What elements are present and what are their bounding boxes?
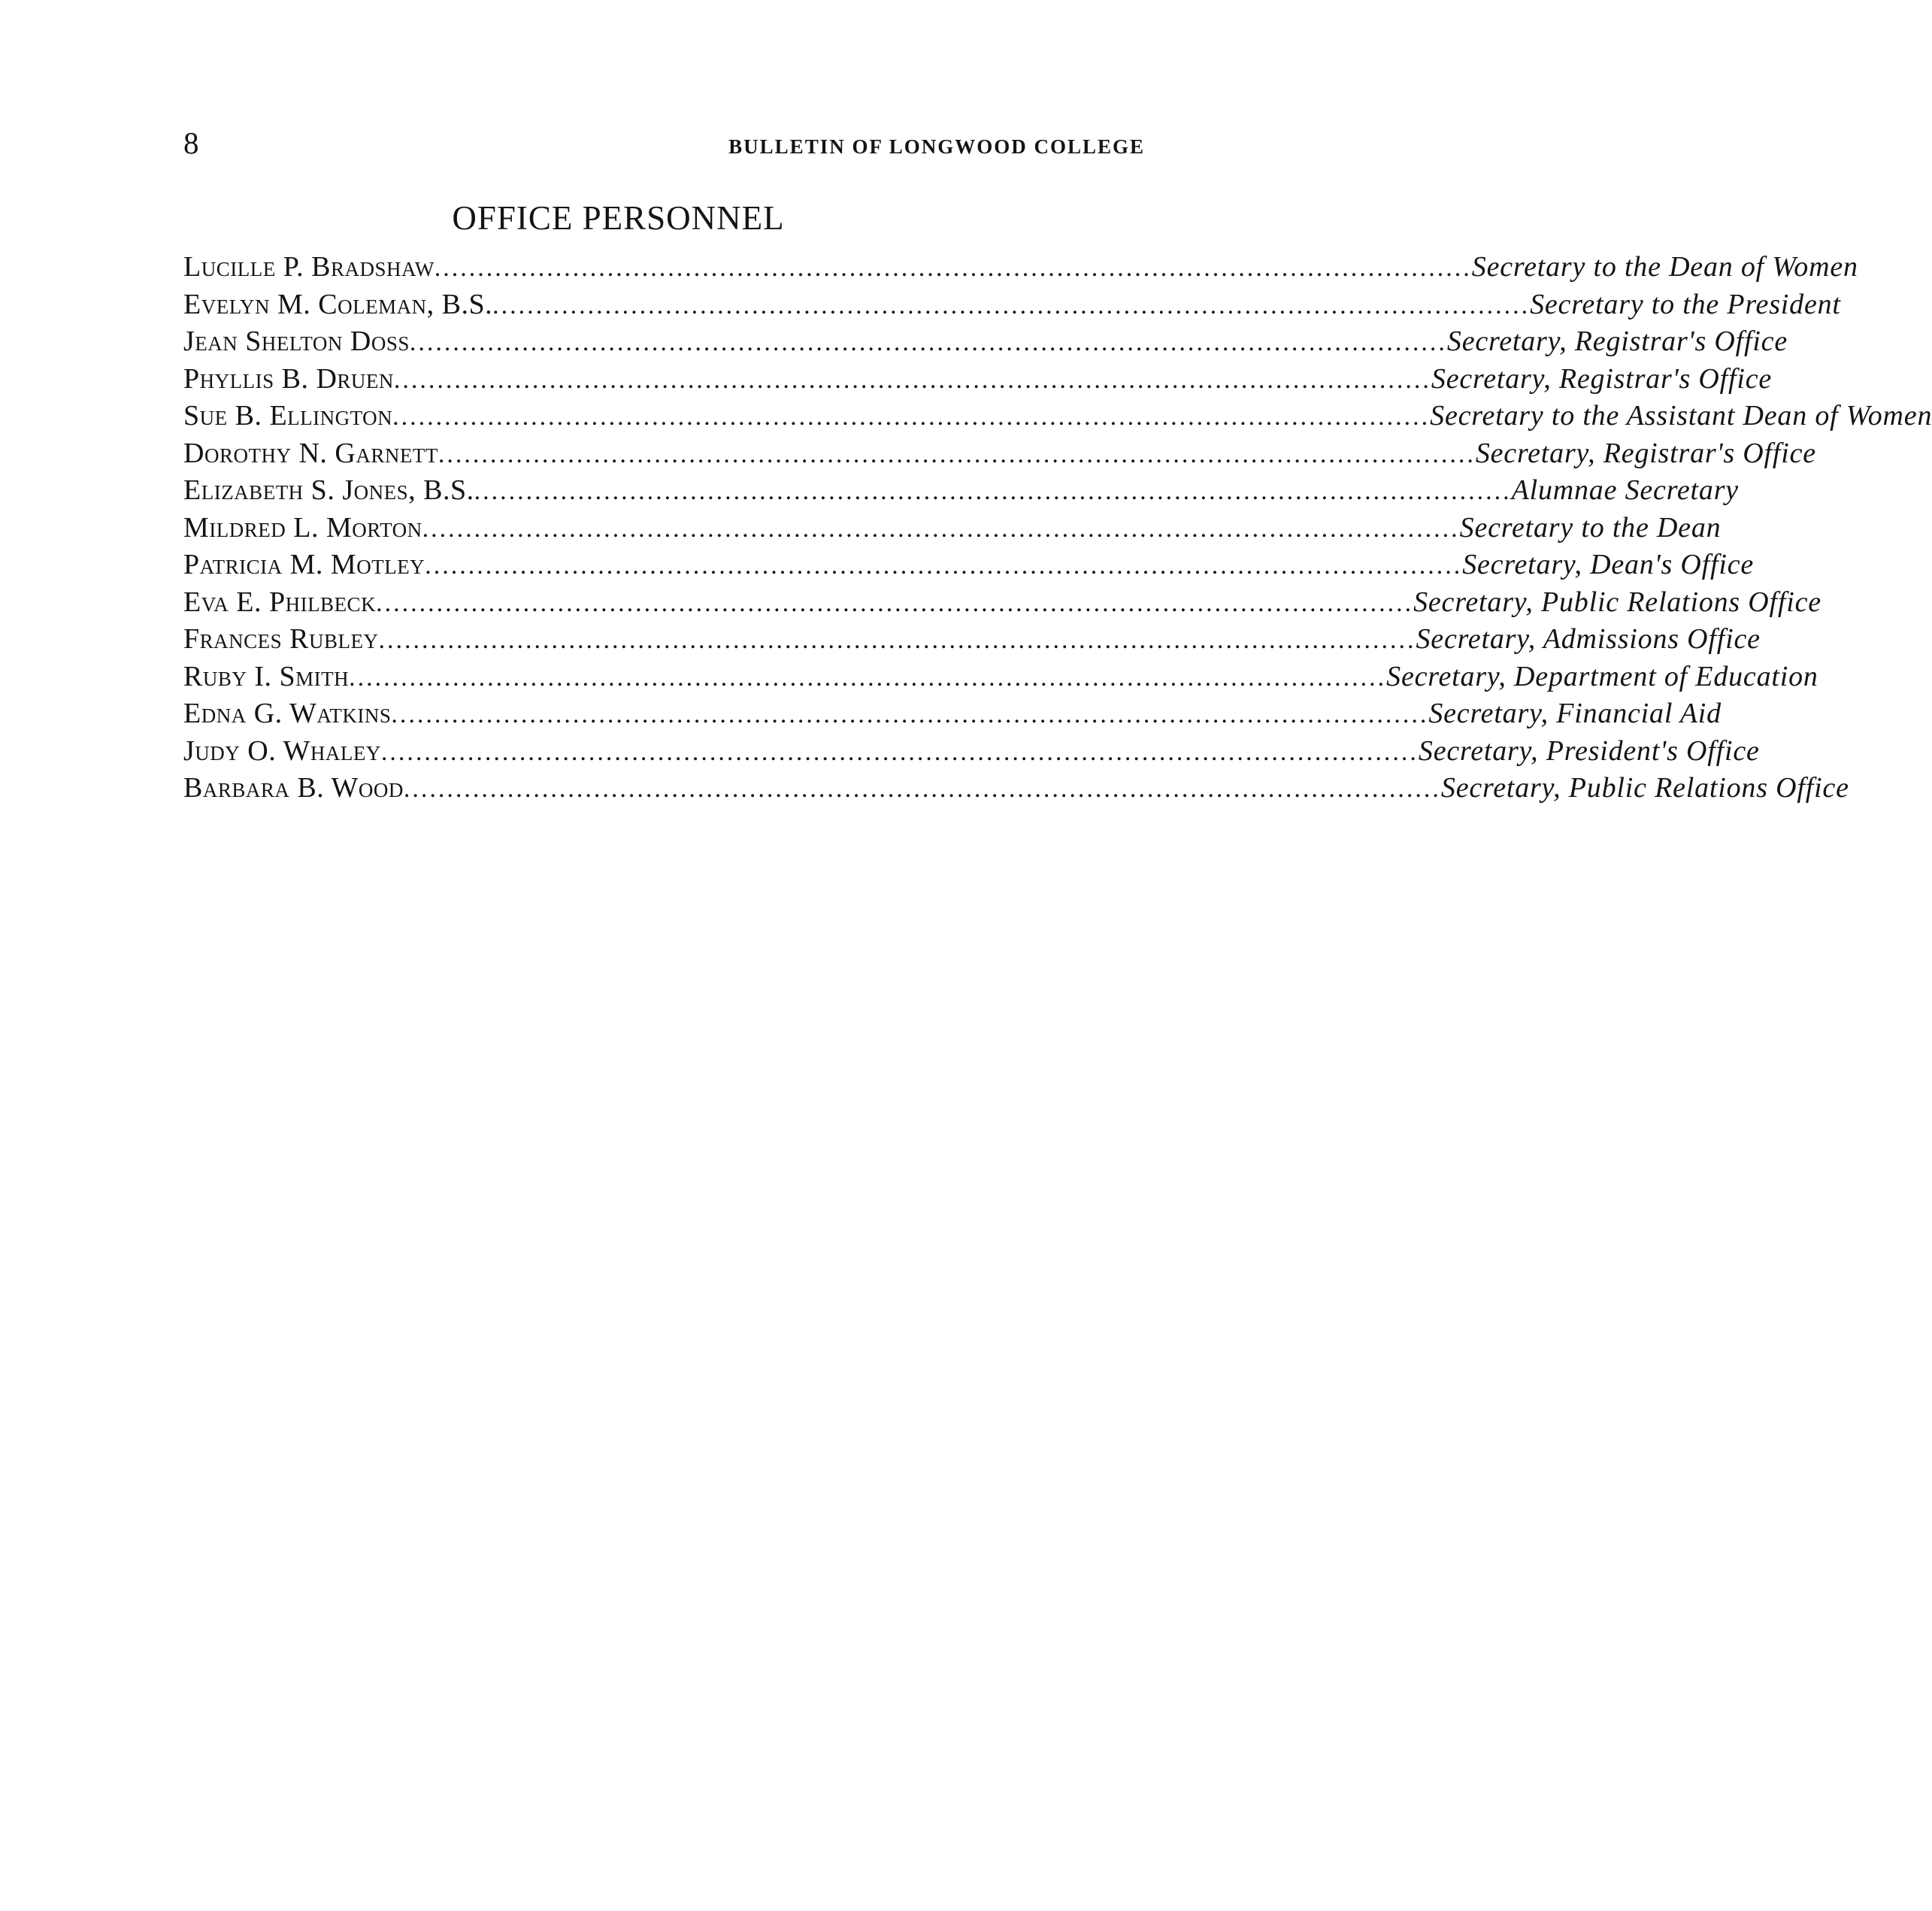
- staff-title: Secretary to the Dean: [1459, 511, 1722, 544]
- staff-name: Jean Shelton Doss: [183, 326, 410, 357]
- dot-leader: ........................................................................................................................: [403, 775, 1441, 803]
- staff-entry: [183, 622, 1761, 660]
- staff-entry: [183, 548, 1755, 586]
- running-head: BULLETIN OF LONGWOOD COLLEGE: [728, 135, 1145, 158]
- staff-title: Secretary to the President: [1530, 288, 1841, 320]
- staff-name: Elizabeth S. Jones, B.S.: [183, 474, 474, 506]
- staff-entry: [183, 511, 1722, 549]
- staff-title: Secretary, Registrar's Office: [1431, 362, 1773, 395]
- staff-title: Secretary, Registrar's Office: [1446, 326, 1788, 357]
- dot-leader: ........................................................................................................................: [349, 663, 1387, 692]
- staff-entry: [183, 437, 1816, 474]
- staff-entry: [183, 399, 1932, 437]
- section-title: OFFICE PERSONNEL: [452, 199, 785, 237]
- staff-name: Barbara B. Wood: [183, 772, 404, 804]
- staff-title: Alumnae Secretary: [1511, 474, 1739, 506]
- staff-entry: [183, 362, 1773, 400]
- staff-title: Secretary to the Dean of Women: [1471, 251, 1858, 283]
- dot-leader: ........................................................................................................................: [380, 737, 1419, 766]
- staff-name: Patricia M. Motley: [183, 549, 425, 580]
- dot-leader: ........................................................................................................................: [425, 552, 1463, 580]
- staff-entry: [183, 586, 1821, 623]
- staff-title: Secretary to the Assistant Dean of Women: [1430, 400, 1932, 432]
- staff-name: Eva E. Philbeck: [183, 586, 377, 618]
- staff-name: Lucille P. Bradshaw: [183, 251, 435, 283]
- staff-entry: [183, 771, 1849, 809]
- staff-name: Evelyn M. Coleman, B.S.: [183, 288, 493, 320]
- staff-name: Sue B. Ellington: [183, 400, 393, 432]
- dot-leader: ........................................................................................................................: [392, 403, 1431, 431]
- dot-leader: ........................................................................................................................: [393, 365, 1431, 394]
- dot-leader: ........................................................................................................................: [376, 589, 1414, 617]
- staff-entry: [183, 660, 1818, 698]
- staff-title: Secretary, President's Office: [1418, 734, 1760, 767]
- staff-title: Secretary, Admissions Office: [1416, 623, 1761, 655]
- dot-leader: ........................................................................................................................: [434, 254, 1472, 282]
- staff-name: Edna G. Watkins: [183, 698, 392, 729]
- staff-title: Secretary, Public Relations Office: [1440, 772, 1849, 804]
- staff-entry: [183, 325, 1788, 362]
- staff-name: Mildred L. Morton: [183, 511, 422, 544]
- dot-leader: ........................................................................................................................: [378, 626, 1416, 654]
- staff-entry: [183, 697, 1722, 734]
- staff-title: Secretary, Registrar's Office: [1475, 437, 1816, 469]
- dot-leader: ........................................................................................................................: [474, 477, 1512, 505]
- staff-name: Frances Rubley: [183, 623, 379, 655]
- staff-name: Judy O. Whaley: [183, 734, 381, 767]
- dot-leader: ........................................................................................................................: [438, 440, 1476, 468]
- dot-leader: ........................................................................................................................: [391, 701, 1429, 728]
- staff-title: Secretary, Public Relations Office: [1413, 586, 1821, 618]
- staff-title: Secretary, Financial Aid: [1428, 698, 1722, 729]
- staff-title: Secretary, Department of Education: [1386, 660, 1818, 692]
- dot-leader: ........................................................................................................................: [409, 329, 1447, 356]
- dot-leader: ........................................................................................................................: [422, 514, 1460, 543]
- staff-name: Ruby I. Smith: [183, 660, 350, 692]
- staff-list: [183, 250, 1932, 809]
- staff-entry: [183, 288, 1841, 326]
- dot-leader: ........................................................................................................................: [492, 291, 1531, 320]
- staff-entry: [183, 250, 1858, 288]
- staff-entry: [183, 734, 1760, 772]
- staff-name: Dorothy N. Garnett: [183, 437, 438, 469]
- page-number: 8: [183, 126, 199, 160]
- staff-title: Secretary, Dean's Office: [1462, 549, 1755, 580]
- staff-name: Phyllis B. Druen: [183, 362, 394, 395]
- staff-entry: [183, 474, 1739, 511]
